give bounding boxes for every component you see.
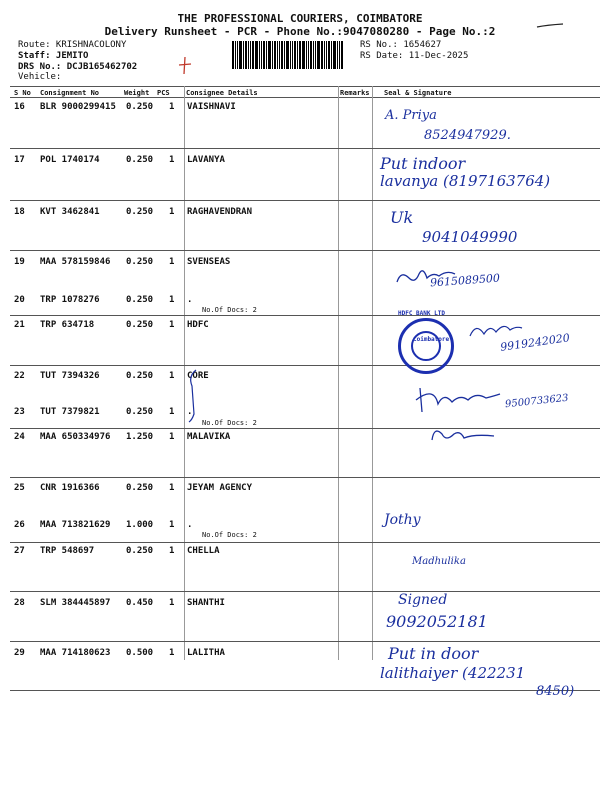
barcode-bar [294, 41, 296, 69]
row-pcs: 1 [169, 598, 175, 608]
row-weight: 0.250 [126, 407, 154, 417]
pen-mark-dash [535, 20, 565, 34]
row-separator [10, 428, 600, 429]
barcode-bar [326, 41, 327, 69]
header-bottom-border [10, 97, 600, 98]
barcode-bar [331, 41, 332, 69]
col-weight: Weight [124, 89, 150, 97]
barcode-bar [297, 41, 298, 69]
row-weight: 0.250 [126, 371, 154, 381]
docs-note: No.Of Docs: 2 [202, 306, 257, 314]
row-consignee: VAISHNAVI [187, 102, 236, 112]
row-weight: 0.250 [126, 295, 154, 305]
barcode-bar [284, 41, 285, 69]
barcode-bar [333, 41, 336, 69]
docs-note: No.Of Docs: 2 [202, 531, 257, 539]
drs-number: DRS No.: DCJB165462702 [18, 62, 138, 72]
barcode-bar [306, 41, 307, 69]
barcode-bar [237, 41, 238, 69]
row-sno: 26 [14, 520, 25, 530]
row-consignee: SHANTHI [187, 598, 225, 608]
row-separator [10, 148, 600, 149]
barcode-bar [268, 41, 271, 69]
barcode-bar [277, 41, 278, 69]
sig-18-phone: 9041049990 [422, 228, 518, 246]
row-weight: 1.250 [126, 432, 154, 442]
stamp-bank-name: HDFC BANK LTD [398, 310, 445, 317]
row-consignment-no: BLR 9000299415 [40, 102, 116, 112]
barcode-bar [272, 41, 273, 69]
barcode-bar [232, 41, 234, 69]
sig-29-line2: lalithaiyer (422231 [380, 664, 526, 682]
row-sno: 22 [14, 371, 25, 381]
col-consignee: Consignee Details [186, 89, 258, 97]
row-weight: 0.450 [126, 598, 154, 608]
sig-27-name: Madhulika [412, 556, 466, 567]
sig-17-line2: lavanya (8197163764) [380, 172, 551, 190]
row-weight: 0.250 [126, 546, 154, 556]
row-consignee: . [187, 295, 193, 305]
sig-17-line1: Put indoor [380, 154, 466, 173]
row-pcs: 1 [169, 546, 175, 556]
row-weight: 0.250 [126, 483, 154, 493]
barcode-bar [243, 41, 244, 69]
col-sno: S No [14, 89, 31, 97]
row-pcs: 1 [169, 483, 175, 493]
sig-22-phone: 9500733623 [504, 392, 570, 411]
row-sno: 16 [14, 102, 25, 112]
barcode-bar [317, 41, 320, 69]
row-separator [10, 315, 600, 316]
row-consignee: CHELLA [187, 546, 220, 556]
row-pcs: 1 [169, 520, 175, 530]
row-consignment-no: TUT 7379821 [40, 407, 100, 417]
row-consignee: . [187, 407, 193, 417]
row-consignment-no: TRP 634718 [40, 320, 95, 330]
barcode-bar [302, 41, 305, 69]
row-separator [10, 641, 600, 642]
row-pcs: 1 [169, 155, 175, 165]
barcode-bar [252, 41, 254, 69]
barcode-bar [263, 41, 265, 69]
sig-29-line3: 8450) [536, 684, 575, 699]
sig-28-line1: Signed [398, 592, 448, 608]
barcode-bar [299, 41, 301, 69]
divider-seal [372, 86, 373, 660]
row-separator [10, 200, 600, 201]
row-consignee: MALAVIKA [187, 432, 231, 442]
row-sno: 27 [14, 546, 25, 556]
sig-19-phone: 9615089500 [429, 271, 501, 290]
row-sno: 21 [14, 320, 25, 330]
sig-16-phone: 8524947929. [424, 128, 511, 143]
row-separator [10, 365, 600, 366]
row-consignment-no: TUT 7394326 [40, 371, 100, 381]
row-consignee: HDFC [187, 320, 209, 330]
barcode-bar [281, 41, 283, 69]
drs-barcode [232, 41, 356, 69]
bank-seal-stamp [398, 318, 454, 374]
row-weight: 1.000 [126, 520, 154, 530]
row-consignment-no: MAA 578159846 [40, 257, 111, 267]
sig-28-phone: 9092052181 [386, 612, 488, 631]
row-consignee: . [187, 520, 193, 530]
row-separator [10, 477, 600, 478]
vehicle-label: Vehicle: [18, 72, 62, 82]
row-consignee: CORE [187, 371, 209, 381]
col-consignment: Consignment No [40, 89, 100, 97]
table-top-border [10, 86, 600, 87]
sig-21-phone: 9919242020 [499, 331, 571, 354]
row-pcs: 1 [169, 407, 175, 417]
row-sno: 29 [14, 648, 25, 658]
barcode-bar [248, 41, 249, 69]
barcode-bar [292, 41, 293, 69]
sig-29-line1: Put in door [388, 644, 479, 663]
row-consignee: RAGHAVENDRAN [187, 207, 253, 217]
row-consignment-no: MAA 714180623 [40, 648, 111, 658]
sig-26-name: Jothy [384, 512, 421, 528]
row-weight: 0.250 [126, 155, 154, 165]
barcode-bar [341, 41, 343, 69]
row-weight: 0.250 [126, 207, 154, 217]
row-separator [10, 690, 600, 691]
sig-16-name: A. Priya [385, 108, 437, 123]
row-pcs: 1 [169, 432, 175, 442]
row-weight: 0.250 [126, 320, 154, 330]
pen-bracket [186, 368, 202, 424]
route-label: Route: KRISHNACOLONY [18, 40, 127, 50]
divider-remarks [338, 86, 339, 660]
row-consignment-no: TRP 548697 [40, 546, 95, 556]
sig-18-mark: Uk [390, 208, 414, 227]
barcode-bar [310, 41, 312, 69]
row-sno: 25 [14, 483, 25, 493]
row-consignment-no: MAA 713821629 [40, 520, 111, 530]
row-consignee: JEYAM AGENCY [187, 483, 253, 493]
row-pcs: 1 [169, 648, 175, 658]
row-pcs: 1 [169, 257, 175, 267]
stamp-center: Coimbatore [411, 331, 441, 361]
row-consignee: LALITHA [187, 648, 225, 658]
row-separator [10, 542, 600, 543]
row-sno: 20 [14, 295, 25, 305]
docs-note: No.Of Docs: 2 [202, 419, 257, 427]
barcode-bar [286, 41, 289, 69]
row-consignment-no: SLM 384445897 [40, 598, 111, 608]
barcode-bar [274, 41, 276, 69]
row-weight: 0.250 [126, 102, 154, 112]
barcode-bar [255, 41, 258, 69]
sig-22-scribble [414, 382, 504, 416]
divider-consignee [184, 86, 185, 660]
row-sno: 17 [14, 155, 25, 165]
col-pcs: PCS [157, 89, 170, 97]
row-pcs: 1 [169, 102, 175, 112]
row-pcs: 1 [169, 295, 175, 305]
barcode-bar [239, 41, 242, 69]
row-pcs: 1 [169, 320, 175, 330]
row-consignee: SVENSEAS [187, 257, 231, 267]
sig-24-scribble [428, 424, 498, 448]
barcode-bar [250, 41, 251, 69]
row-consignment-no: POL 1740174 [40, 155, 100, 165]
row-sno: 28 [14, 598, 25, 608]
barcode-bar [259, 41, 260, 69]
barcode-bar [235, 41, 236, 69]
barcode-bar [324, 41, 325, 69]
col-remarks: Remarks [340, 89, 370, 97]
barcode-bar [339, 41, 340, 69]
row-separator [10, 591, 600, 592]
row-consignment-no: TRP 1078276 [40, 295, 100, 305]
barcode-bar [315, 41, 316, 69]
row-consignment-no: KVT 3462841 [40, 207, 100, 217]
barcode-bar [313, 41, 314, 69]
company-title: THE PROFESSIONAL COURIERS, COIMBATORE [177, 12, 423, 25]
row-pcs: 1 [169, 207, 175, 217]
rs-number: RS No.: 1654627 [360, 40, 442, 50]
row-sno: 24 [14, 432, 25, 442]
row-separator [10, 250, 600, 251]
barcode-bar [328, 41, 330, 69]
barcode-bar [279, 41, 280, 69]
row-sno: 19 [14, 257, 25, 267]
runsheet-subtitle: Delivery Runsheet - PCR - Phone No.:9047080280 - Page No.:2 [104, 25, 496, 38]
barcode-bar [261, 41, 262, 69]
barcode-bar [266, 41, 267, 69]
row-weight: 0.250 [126, 257, 154, 267]
row-consignee: LAVANYA [187, 155, 225, 165]
barcode-bar [245, 41, 247, 69]
row-weight: 0.500 [126, 648, 154, 658]
col-seal: Seal & Signature [384, 89, 452, 97]
row-pcs: 1 [169, 371, 175, 381]
row-consignment-no: CNR 1916366 [40, 483, 100, 493]
row-sno: 23 [14, 407, 25, 417]
row-sno: 18 [14, 207, 25, 217]
staff-label: Staff: JEMITO [18, 51, 89, 61]
barcode-bar [290, 41, 291, 69]
pen-mark-cross [175, 56, 195, 76]
barcode-bar [337, 41, 338, 69]
barcode-bar [321, 41, 323, 69]
barcode-bar [308, 41, 309, 69]
rs-date: RS Date: 11-Dec-2025 [360, 51, 469, 61]
row-consignment-no: MAA 650334976 [40, 432, 111, 442]
